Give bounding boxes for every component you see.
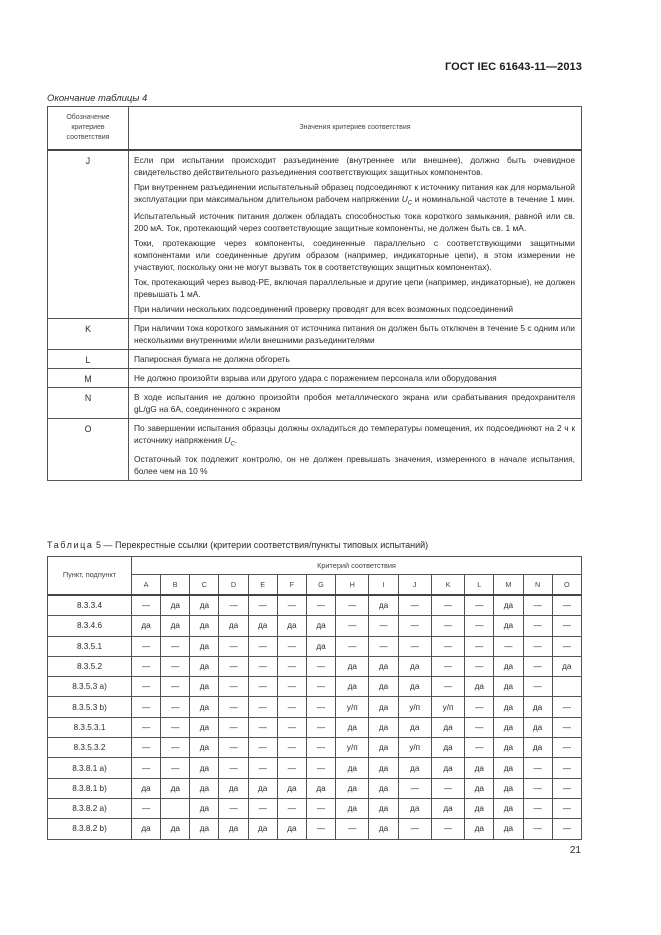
- criterion-cell: да: [369, 697, 398, 717]
- criterion-paragraph: При наличии тока короткого замыкания от источника питания он должен быть отключен в течение 5 с одним или несколькими внутренними и/или внешними разъединителями: [134, 322, 575, 345]
- criterion-letter-header: K: [431, 575, 464, 596]
- criterion-cell: да: [336, 656, 369, 676]
- criterion-letter-header: D: [219, 575, 248, 596]
- criterion-cell: —: [552, 595, 581, 616]
- criterion-cell: —: [277, 656, 306, 676]
- criterion-cell: —: [306, 677, 335, 697]
- table-5-row: [48, 595, 582, 616]
- table-5-row: [48, 798, 582, 818]
- table-5-caption-text: 5 — Перекрестные ссылки (критерии соответствия/пункты типовых испытаний): [93, 540, 429, 550]
- criterion-cell: да: [494, 798, 523, 818]
- criterion-cell: —: [552, 798, 581, 818]
- criterion-cell: —: [277, 697, 306, 717]
- criterion-cell: да: [369, 677, 398, 697]
- criterion-cell: да: [398, 677, 431, 697]
- criterion-letter-header: M: [494, 575, 523, 596]
- criterion-cell: да: [465, 819, 494, 839]
- criterion-cell: —: [336, 636, 369, 656]
- criterion-cell: —: [248, 798, 277, 818]
- criterion-cell: —: [161, 677, 190, 697]
- table-4-caption: Окончание таблицы 4: [47, 93, 148, 104]
- criterion-letter-header: G: [306, 575, 335, 596]
- criterion-cell: —: [552, 778, 581, 798]
- criterion-cell: —: [465, 697, 494, 717]
- criterion-cell: —: [523, 677, 552, 697]
- criterion-cell: —: [132, 717, 161, 737]
- criterion-cell: да: [465, 758, 494, 778]
- criterion-cell: —: [248, 717, 277, 737]
- criterion-cell: —: [398, 636, 431, 656]
- criterion-cell: да: [190, 798, 219, 818]
- criterion-cell: да: [161, 616, 190, 636]
- criterion-cell: у/п: [398, 697, 431, 717]
- criterion-cell: —: [132, 677, 161, 697]
- criterion-cell: —: [552, 697, 581, 717]
- criterion-code: L: [48, 349, 129, 368]
- criterion-cell: —: [465, 738, 494, 758]
- criterion-cell: да: [336, 758, 369, 778]
- table-5-caption-label: Таблица: [47, 540, 94, 550]
- criterion-cell: да: [398, 758, 431, 778]
- criterion-text: [129, 418, 582, 481]
- test-item: 8.3.5.1: [48, 636, 132, 656]
- criterion-cell: да: [132, 819, 161, 839]
- criterion-paragraph: Не должно произойти взрыва или другого удара с поражением персонала или оборудования: [134, 372, 497, 383]
- criterion-letter-header: A: [132, 575, 161, 596]
- criterion-cell: —: [552, 819, 581, 839]
- criterion-text: [129, 150, 582, 318]
- criterion-paragraph: По завершении испытания образцы должны охладиться до температуры помещения, их подсоединяют на 2 ч к источнику напряжения $U_C$.: [134, 422, 575, 448]
- criterion-letter-header: I: [369, 575, 398, 596]
- test-item: 8.3.3.4: [48, 595, 132, 616]
- criterion-cell: да: [190, 738, 219, 758]
- criterion-cell: —: [336, 616, 369, 636]
- criterion-cell: да: [465, 778, 494, 798]
- criterion-cell: —: [398, 616, 431, 636]
- criterion-cell: да: [190, 636, 219, 656]
- criterion-letter-header: L: [465, 575, 494, 596]
- criterion-letter-header: B: [161, 575, 190, 596]
- criterion-cell: —: [369, 616, 398, 636]
- criterion-cell: да: [190, 677, 219, 697]
- table-5-row: [48, 738, 582, 758]
- criterion-paragraph: При наличии нескольких подсоединений проверку проводят для всех возможных подсоединений: [134, 303, 514, 314]
- criterion-cell: —: [431, 819, 464, 839]
- criterion-cell: да: [494, 738, 523, 758]
- test-item: 8.3.5.3 b): [48, 697, 132, 717]
- criterion-cell: —: [132, 656, 161, 676]
- table-5-row: [48, 656, 582, 676]
- test-item: 8.3.8.2 b): [48, 819, 132, 839]
- criterion-letter-header: F: [277, 575, 306, 596]
- criterion-code: N: [48, 387, 129, 418]
- criterion-cell: —: [306, 798, 335, 818]
- criterion-cell: да: [494, 758, 523, 778]
- criterion-cell: —: [161, 656, 190, 676]
- criterion-text: [129, 387, 582, 418]
- criterion-cell: —: [248, 595, 277, 616]
- criterion-cell: да: [248, 778, 277, 798]
- criterion-letter-header: E: [248, 575, 277, 596]
- criterion-cell: —: [219, 738, 248, 758]
- test-item: 8.3.5.3.1: [48, 717, 132, 737]
- criterion-cell: да: [277, 819, 306, 839]
- table-5-row: [48, 677, 582, 697]
- criterion-cell: да: [523, 717, 552, 737]
- criterion-paragraph: При внутреннем разъединении испытательный образец подсоединяют к источнику питания как для нормальной эксплуатации при максимальном длительном рабочем напряжении $U_C$ и номинальной частоте в течение 1 мин. Испытательный источник питания должен обладать способностью тока короткого замыкания, равной или св. 200 мА. Ток, протекающий через соответствующие защитные компоненты, не должен быть св. 1 мА.: [134, 182, 575, 233]
- criterion-cell: да: [248, 819, 277, 839]
- criterion-cell: у/п: [431, 697, 464, 717]
- criterion-cell: —: [465, 636, 494, 656]
- criterion-letter-header: H: [336, 575, 369, 596]
- criterion-letter-header: C: [190, 575, 219, 596]
- table-4-code-header: Обозначение критериев соответствия: [48, 107, 129, 151]
- criterion-cell: —: [523, 656, 552, 676]
- table-4-row: [48, 418, 582, 481]
- criterion-cell: —: [552, 758, 581, 778]
- criterion-code: O: [48, 418, 129, 481]
- criterion-cell: да: [552, 656, 581, 676]
- table-4-row: [48, 387, 582, 418]
- criterion-cell: да: [336, 717, 369, 737]
- criterion-cell: да: [494, 819, 523, 839]
- criterion-cell: да: [431, 738, 464, 758]
- test-item: 8.3.8.2 а): [48, 798, 132, 818]
- criterion-cell: —: [132, 595, 161, 616]
- criterion-cell: —: [523, 798, 552, 818]
- criterion-cell: —: [465, 595, 494, 616]
- criterion-cell: —: [277, 798, 306, 818]
- criterion-code: M: [48, 368, 129, 387]
- criterion-text: [129, 318, 582, 349]
- criterion-cell: —: [431, 636, 464, 656]
- criterion-paragraph: Ток, протекающий через вывод-PE, включая параллельные и другие цепи (например, индикаторные), не должен превышать 1 мА.: [134, 276, 575, 299]
- table-5-row: [48, 778, 582, 798]
- criterion-cell: —: [248, 697, 277, 717]
- test-item: 8.3.5.2: [48, 656, 132, 676]
- document-header: ГОСТ IEC 61643-11—2013: [444, 61, 582, 73]
- criterion-cell: —: [248, 677, 277, 697]
- criterion-cell: да: [465, 677, 494, 697]
- criterion-cell: —: [523, 819, 552, 839]
- table-4-row: [48, 349, 582, 368]
- criterion-cell: да: [190, 819, 219, 839]
- criterion-cell: да: [190, 758, 219, 778]
- criterion-cell: —: [431, 656, 464, 676]
- criterion-letter-header: N: [523, 575, 552, 596]
- criterion-cell: —: [219, 636, 248, 656]
- criterion-cell: —: [219, 717, 248, 737]
- criterion-letter-header: O: [552, 575, 581, 596]
- criterion-cell: да: [161, 819, 190, 839]
- criterion-cell: да: [369, 656, 398, 676]
- criterion-cell: да: [494, 616, 523, 636]
- criterion-cell: —: [132, 758, 161, 778]
- criterion-cell: —: [523, 616, 552, 636]
- criterion-cell: да: [219, 778, 248, 798]
- table-5-caption: [47, 540, 428, 550]
- criterion-cell: —: [465, 616, 494, 636]
- criterion-cell: —: [248, 636, 277, 656]
- criterion-cell: у/п: [336, 697, 369, 717]
- table-5-row: [48, 758, 582, 778]
- criterion-cell: да: [369, 778, 398, 798]
- criterion-cell: —: [336, 595, 369, 616]
- criterion-cell: —: [431, 677, 464, 697]
- criterion-cell: да: [190, 717, 219, 737]
- criterion-cell: —: [132, 798, 161, 818]
- criterion-cell: да: [369, 819, 398, 839]
- criterion-cell: да: [369, 717, 398, 737]
- criterion-cell: да: [431, 798, 464, 818]
- criterion-cell: да: [132, 778, 161, 798]
- criterion-cell: да: [369, 758, 398, 778]
- criterion-cell: —: [248, 656, 277, 676]
- criterion-cell: да: [190, 616, 219, 636]
- criterion-cell: да: [431, 758, 464, 778]
- table-5-row: [48, 697, 582, 717]
- table-5-row: [48, 636, 582, 656]
- criterion-cell: да: [494, 677, 523, 697]
- table-4-values-header: Значения критериев соответствия: [129, 107, 582, 151]
- criterion-cell: —: [277, 738, 306, 758]
- criterion-text: [129, 368, 582, 387]
- criterion-cell: —: [219, 656, 248, 676]
- criterion-cell: да: [523, 738, 552, 758]
- table-5-row: [48, 616, 582, 636]
- criterion-cell: да: [431, 717, 464, 737]
- test-item: 8.3.8.1 а): [48, 758, 132, 778]
- criterion-cell: да: [465, 798, 494, 818]
- criterion-paragraph: Остаточный ток подлежит контролю, он не должен превышать значения, измеренного в начале испытания, более чем на 10 %: [134, 454, 575, 477]
- criterion-cell: —: [552, 636, 581, 656]
- criterion-cell: да: [248, 616, 277, 636]
- table-5-row: [48, 819, 582, 839]
- criterion-cell: —: [219, 798, 248, 818]
- criterion-cell: —: [398, 819, 431, 839]
- criterion-cell: —: [306, 758, 335, 778]
- criterion-letter-header: J: [398, 575, 431, 596]
- criterion-cell: —: [336, 819, 369, 839]
- criterion-cell: да: [190, 778, 219, 798]
- criterion-cell: —: [277, 677, 306, 697]
- criterion-cell: —: [431, 778, 464, 798]
- criterion-cell: у/п: [398, 738, 431, 758]
- criterion-cell: —: [219, 677, 248, 697]
- criterion-cell: [161, 798, 190, 818]
- criterion-cell: да: [336, 798, 369, 818]
- criterion-cell: да: [398, 656, 431, 676]
- criterion-cell: —: [398, 778, 431, 798]
- criterion-cell: да: [161, 778, 190, 798]
- test-item: 8.3.5.3 а): [48, 677, 132, 697]
- criterion-cell: да: [494, 697, 523, 717]
- criterion-paragraph: Папиросная бумага не должна обгореть: [134, 353, 290, 364]
- test-item: 8.3.5.3.2: [48, 738, 132, 758]
- table-5: [47, 556, 582, 840]
- criterion-cell: да: [190, 656, 219, 676]
- criterion-cell: —: [552, 717, 581, 737]
- criterion-cell: да: [306, 636, 335, 656]
- test-item: 8.3.8.1 b): [48, 778, 132, 798]
- criterion-cell: —: [523, 778, 552, 798]
- criterion-cell: —: [277, 758, 306, 778]
- table-4-row: [48, 368, 582, 387]
- criterion-cell: —: [161, 636, 190, 656]
- criterion-cell: да: [277, 616, 306, 636]
- criterion-cell: —: [306, 595, 335, 616]
- criterion-paragraph: Если при испытании происходит разъединение (внутреннее или внешнее), должно быть очевидное свидетельство действительного разъединения соответствующих защитных компонентов.: [134, 155, 575, 177]
- criterion-cell: —: [306, 697, 335, 717]
- criterion-cell: да: [398, 717, 431, 737]
- table-5-item-header: Пункт, подпункт: [48, 557, 132, 596]
- criterion-cell: —: [132, 697, 161, 717]
- criterion-cell: да: [306, 616, 335, 636]
- table-4-row: [48, 150, 582, 318]
- criterion-cell: —: [132, 636, 161, 656]
- criterion-cell: —: [306, 717, 335, 737]
- criterion-paragraph: Токи, протекающие через компоненты, соединенные параллельно с соответствующими защитными компонентами или соединенные другим образом (например, индикаторные цепи), в этом измерении не участвуют, поскольку они не могут вызвать ток в соответствующих защитных компонентах).: [134, 237, 575, 272]
- criterion-cell: да: [219, 819, 248, 839]
- criterion-cell: да: [494, 717, 523, 737]
- criterion-cell: да: [190, 697, 219, 717]
- criterion-cell: —: [248, 758, 277, 778]
- criterion-cell: да: [494, 656, 523, 676]
- criterion-cell: —: [219, 595, 248, 616]
- criterion-cell: —: [431, 616, 464, 636]
- criterion-cell: —: [398, 595, 431, 616]
- criterion-cell: —: [161, 697, 190, 717]
- table-5-criteria-header: Критерий соответствия: [132, 557, 582, 575]
- criterion-cell: да: [398, 798, 431, 818]
- criterion-cell: —: [248, 738, 277, 758]
- criterion-cell: —: [161, 717, 190, 737]
- criterion-cell: —: [552, 738, 581, 758]
- criterion-cell: да: [190, 595, 219, 616]
- criterion-cell: —: [277, 636, 306, 656]
- criterion-cell: —: [161, 738, 190, 758]
- table-5-row: [48, 717, 582, 737]
- criterion-cell: —: [465, 717, 494, 737]
- criterion-cell: да: [132, 616, 161, 636]
- criterion-cell: да: [336, 778, 369, 798]
- criterion-cell: —: [277, 717, 306, 737]
- criterion-cell: —: [306, 819, 335, 839]
- criterion-cell: —: [306, 738, 335, 758]
- criterion-cell: —: [219, 758, 248, 778]
- criterion-cell: —: [523, 595, 552, 616]
- criterion-cell: да: [523, 697, 552, 717]
- criterion-cell: у/п: [336, 738, 369, 758]
- criterion-cell: да: [306, 778, 335, 798]
- criterion-cell: да: [494, 778, 523, 798]
- criterion-cell: [552, 677, 581, 697]
- criterion-cell: да: [336, 677, 369, 697]
- criterion-cell: —: [431, 595, 464, 616]
- criterion-code: K: [48, 318, 129, 349]
- criterion-cell: да: [369, 738, 398, 758]
- criterion-paragraph: В ходе испытания не должно произойти пробоя металлического экрана или срабатывания предохранителя gL/gG на 6А, соединенного с экраном: [134, 391, 575, 414]
- criterion-cell: —: [306, 656, 335, 676]
- criterion-cell: —: [219, 697, 248, 717]
- criterion-cell: да: [369, 798, 398, 818]
- criterion-cell: —: [369, 636, 398, 656]
- criterion-cell: —: [277, 595, 306, 616]
- criterion-cell: —: [132, 738, 161, 758]
- test-item: 8.3.4.6: [48, 616, 132, 636]
- criterion-cell: да: [369, 595, 398, 616]
- criterion-cell: —: [552, 616, 581, 636]
- criterion-cell: да: [494, 595, 523, 616]
- criterion-cell: —: [465, 656, 494, 676]
- criterion-cell: —: [523, 636, 552, 656]
- criterion-cell: да: [161, 595, 190, 616]
- criterion-code: J: [48, 150, 129, 318]
- criterion-cell: —: [161, 758, 190, 778]
- criterion-text: [129, 349, 582, 368]
- page-number: 21: [569, 845, 581, 856]
- criterion-cell: —: [494, 636, 523, 656]
- table-4-row: [48, 318, 582, 349]
- criterion-cell: да: [219, 616, 248, 636]
- criterion-cell: —: [523, 758, 552, 778]
- table-4: [47, 106, 582, 481]
- criterion-cell: да: [277, 778, 306, 798]
